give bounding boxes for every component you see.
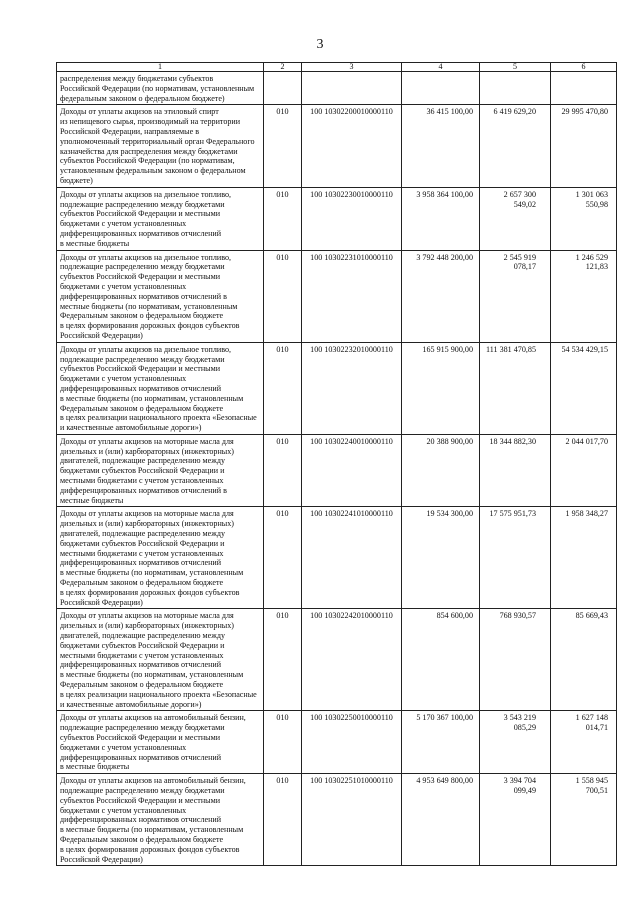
- executed-amount-cell: [480, 72, 551, 105]
- revenue-name-cell: Доходы от уплаты акцизов на дизельное топливо, подлежащие распределению между бюджетами субъектов Российской Федерации и местными бюджетами с учетом установленных дифференцированных нормативов отчислений в местные бюджеты (по нормативам, установленным Федеральным законом о федеральном бюджете в целях реализации национального проекта «Безопасные и качественные автомобильные дороги»): [57, 342, 264, 434]
- executed-amount-cell: 3 394 704 099,49: [480, 774, 551, 866]
- budget-classification-code-cell: 100 10302242010000110: [302, 609, 402, 711]
- unexecuted-amount-cell: 1 558 945 700,51: [551, 774, 617, 866]
- approved-amount-cell: 3 792 448 200,00: [402, 250, 480, 342]
- approved-amount-cell: 5 170 367 100,00: [402, 711, 480, 774]
- table-row: [57, 72, 617, 105]
- table-row: [57, 250, 617, 342]
- budget-revenue-table: [56, 62, 617, 866]
- admin-code-cell: 010: [264, 774, 302, 866]
- executed-amount-cell: 18 344 882,30: [480, 434, 551, 507]
- admin-code-cell: 010: [264, 342, 302, 434]
- unexecuted-amount-cell: 54 534 429,15: [551, 342, 617, 434]
- approved-amount-cell: [402, 72, 480, 105]
- executed-amount-cell: 6 419 629,20: [480, 105, 551, 187]
- column-header-5: 5: [480, 63, 551, 72]
- column-header-6: 6: [551, 63, 617, 72]
- table-row: [57, 187, 617, 250]
- approved-amount-cell: 165 915 900,00: [402, 342, 480, 434]
- unexecuted-amount-cell: [551, 72, 617, 105]
- approved-amount-cell: 854 600,00: [402, 609, 480, 711]
- revenue-name-cell: Доходы от уплаты акцизов на этиловый спирт из непищевого сырья, производимый на территории Российской Федерации, направляемые в уполномоченный территориальный орган Федерального казначейства для распределения между бюджетами субъектов Российской Федерации (по нормативам, установленным федеральным законом о федеральном бюджете): [57, 105, 264, 187]
- unexecuted-amount-cell: 2 044 017,70: [551, 434, 617, 507]
- executed-amount-cell: 2 545 919 078,17: [480, 250, 551, 342]
- executed-amount-cell: 768 930,57: [480, 609, 551, 711]
- admin-code-cell: [264, 72, 302, 105]
- column-header-1: 1: [57, 63, 264, 72]
- column-header-4: 4: [402, 63, 480, 72]
- revenue-name-cell: Доходы от уплаты акцизов на дизельное топливо, подлежащие распределению между бюджетами субъектов Российской Федерации и местными бюджетами с учетом установленных дифференцированных нормативов отчислений в местные бюджеты: [57, 187, 264, 250]
- approved-amount-cell: 36 415 100,00: [402, 105, 480, 187]
- unexecuted-amount-cell: 85 669,43: [551, 609, 617, 711]
- budget-classification-code-cell: 100 10302231010000110: [302, 250, 402, 342]
- table-row: [57, 507, 617, 609]
- revenue-name-cell: распределения между бюджетами субъектов Российской Федерации (по нормативам, установленным федеральным законом о федеральном бюджете): [57, 72, 264, 105]
- revenue-name-cell: Доходы от уплаты акцизов на моторные масла для дизельных и (или) карбюраторных (инжекторных) двигателей, подлежащие распределению между бюджетами субъектов Российской Федерации и местными бюджетами с учетом установленных дифференцированных нормативов отчислений в местные бюджеты (по нормативам, установленным Федеральным законом о федеральном бюджете в целях реализации национального проекта «Безопасные и качественные автомобильные дороги»): [57, 609, 264, 711]
- executed-amount-cell: 2 657 300 549,02: [480, 187, 551, 250]
- unexecuted-amount-cell: 1 958 348,27: [551, 507, 617, 609]
- admin-code-cell: 010: [264, 711, 302, 774]
- budget-classification-code-cell: 100 10302241010000110: [302, 507, 402, 609]
- admin-code-cell: 010: [264, 507, 302, 609]
- revenue-name-cell: Доходы от уплаты акцизов на моторные масла для дизельных и (или) карбюраторных (инжекторных) двигателей, подлежащие распределению между бюджетами субъектов Российской Федерации и местными бюджетами с учетом установленных дифференцированных нормативов отчислений в местные бюджеты: [57, 434, 264, 507]
- table-row: [57, 105, 617, 187]
- page-number: 3: [316, 37, 324, 52]
- admin-code-cell: 010: [264, 434, 302, 507]
- budget-classification-code-cell: 100 10302200010000110: [302, 105, 402, 187]
- table-body: [57, 63, 617, 866]
- approved-amount-cell: 4 953 649 800,00: [402, 774, 480, 866]
- unexecuted-amount-cell: 29 995 470,80: [551, 105, 617, 187]
- column-header-2: 2: [264, 63, 302, 72]
- executed-amount-cell: 3 543 219 085,29: [480, 711, 551, 774]
- unexecuted-amount-cell: 1 627 148 014,71: [551, 711, 617, 774]
- budget-classification-code-cell: 100 10302240010000110: [302, 434, 402, 507]
- table-row: [57, 609, 617, 711]
- budget-classification-code-cell: 100 10302250010000110: [302, 711, 402, 774]
- approved-amount-cell: 20 388 900,00: [402, 434, 480, 507]
- revenue-name-cell: Доходы от уплаты акцизов на дизельное топливо, подлежащие распределению между бюджетами субъектов Российской Федерации и местными бюджетами с учетом установленных дифференцированных нормативов отчислений в местные бюджеты (по нормативам, установленным Федеральным законом о федеральном бюджете в целях формирования дорожных фондов субъектов Российской Федерации): [57, 250, 264, 342]
- executed-amount-cell: 17 575 951,73: [480, 507, 551, 609]
- admin-code-cell: 010: [264, 105, 302, 187]
- approved-amount-cell: 19 534 300,00: [402, 507, 480, 609]
- budget-classification-code-cell: 100 10302251010000110: [302, 774, 402, 866]
- column-header-3: 3: [302, 63, 402, 72]
- approved-amount-cell: 3 958 364 100,00: [402, 187, 480, 250]
- budget-classification-code-cell: 100 10302230010000110: [302, 187, 402, 250]
- unexecuted-amount-cell: 1 246 529 121,83: [551, 250, 617, 342]
- revenue-name-cell: Доходы от уплаты акцизов на автомобильный бензин, подлежащие распределению между бюджетами субъектов Российской Федерации и местными бюджетами с учетом установленных дифференцированных нормативов отчислений в местные бюджеты (по нормативам, установленным Федеральным законом о федеральном бюджете в целях формирования дорожных фондов субъектов Российской Федерации): [57, 774, 264, 866]
- revenue-name-cell: Доходы от уплаты акцизов на моторные масла для дизельных и (или) карбюраторных (инжекторных) двигателей, подлежащие распределению между бюджетами субъектов Российской Федерации и местными бюджетами с учетом установленных дифференцированных нормативов отчислений в местные бюджеты (по нормативам, установленным Федеральным законом о федеральном бюджете в целях формирования дорожных фондов субъектов Российской Федерации): [57, 507, 264, 609]
- admin-code-cell: 010: [264, 609, 302, 711]
- table-row: [57, 774, 617, 866]
- admin-code-cell: 010: [264, 250, 302, 342]
- unexecuted-amount-cell: 1 301 063 550,98: [551, 187, 617, 250]
- budget-classification-code-cell: 100 10302232010000110: [302, 342, 402, 434]
- table-row: [57, 342, 617, 434]
- revenue-name-cell: Доходы от уплаты акцизов на автомобильный бензин, подлежащие распределению между бюджетами субъектов Российской Федерации и местными бюджетами с учетом установленных дифференцированных нормативов отчислений в местные бюджеты: [57, 711, 264, 774]
- budget-classification-code-cell: [302, 72, 402, 105]
- table-row: [57, 711, 617, 774]
- executed-amount-cell: 111 381 470,85: [480, 342, 551, 434]
- admin-code-cell: 010: [264, 187, 302, 250]
- column-number-row: [57, 63, 617, 72]
- table-row: [57, 434, 617, 507]
